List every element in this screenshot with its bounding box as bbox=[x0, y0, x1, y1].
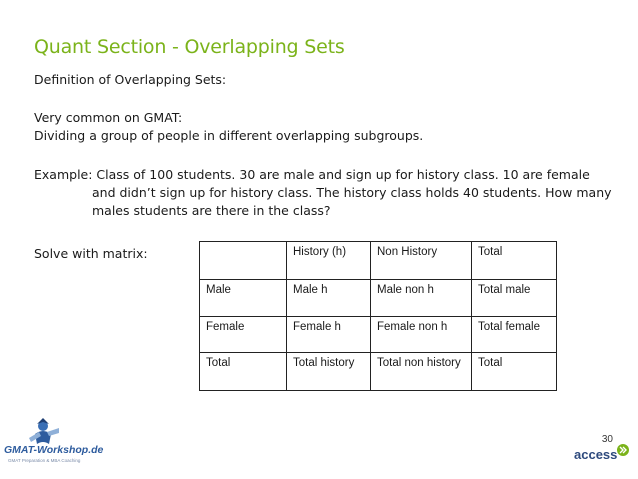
matrix-row bbox=[200, 317, 557, 353]
slide-subtitle: Definition of Overlapping Sets: bbox=[34, 72, 227, 87]
slide-title: Quant Section - Overlapping Sets bbox=[34, 36, 345, 58]
matrix-header-cell bbox=[200, 242, 287, 280]
example-line-1: Example: Class of 100 students. 30 are male and sign up for history class. 10 are female bbox=[34, 167, 590, 182]
matrix-cell: Male h bbox=[287, 280, 371, 317]
gmat-workshop-logo-icon bbox=[5, 414, 115, 464]
matrix-row-label: Female bbox=[200, 317, 287, 353]
matrix-header-cell: Total bbox=[472, 242, 557, 280]
access-arrow-icon bbox=[617, 444, 629, 456]
matrix-header-cell: History (h) bbox=[287, 242, 371, 280]
matrix-cell: Total non history bbox=[371, 353, 472, 391]
example-line-3: males students are there in the class? bbox=[92, 203, 331, 218]
overlapping-sets-matrix bbox=[199, 241, 557, 391]
matrix-cell: Total female bbox=[472, 317, 557, 353]
matrix-row-label: Total bbox=[200, 353, 287, 391]
gmat-workshop-wordmark: GMAT-Workshop.de bbox=[4, 444, 104, 456]
body-line-dividing: Dividing a group of people in different overlapping subgroups. bbox=[34, 128, 424, 143]
matrix-row-label: Male bbox=[200, 280, 287, 317]
matrix-row bbox=[200, 280, 557, 317]
body-line-common: Very common on GMAT: bbox=[34, 110, 183, 125]
solve-label: Solve with matrix: bbox=[34, 246, 148, 261]
access-wordmark: access bbox=[574, 447, 618, 462]
matrix-header-cell: Non History bbox=[371, 242, 472, 280]
example-line-2: and didn’t sign up for history class. The history class holds 40 students. How many bbox=[92, 185, 612, 200]
matrix-cell: Female non h bbox=[371, 317, 472, 353]
matrix-header-row bbox=[200, 242, 557, 280]
matrix-cell: Total male bbox=[472, 280, 557, 317]
matrix-cell: Total bbox=[472, 353, 557, 391]
page-number: 30 bbox=[601, 434, 613, 445]
matrix-row bbox=[200, 353, 557, 391]
matrix-cell: Total history bbox=[287, 353, 371, 391]
matrix-cell: Female h bbox=[287, 317, 371, 353]
gmat-workshop-tagline: GMAT Preparation & MBA Coaching bbox=[8, 458, 81, 463]
matrix-cell: Male non h bbox=[371, 280, 472, 317]
